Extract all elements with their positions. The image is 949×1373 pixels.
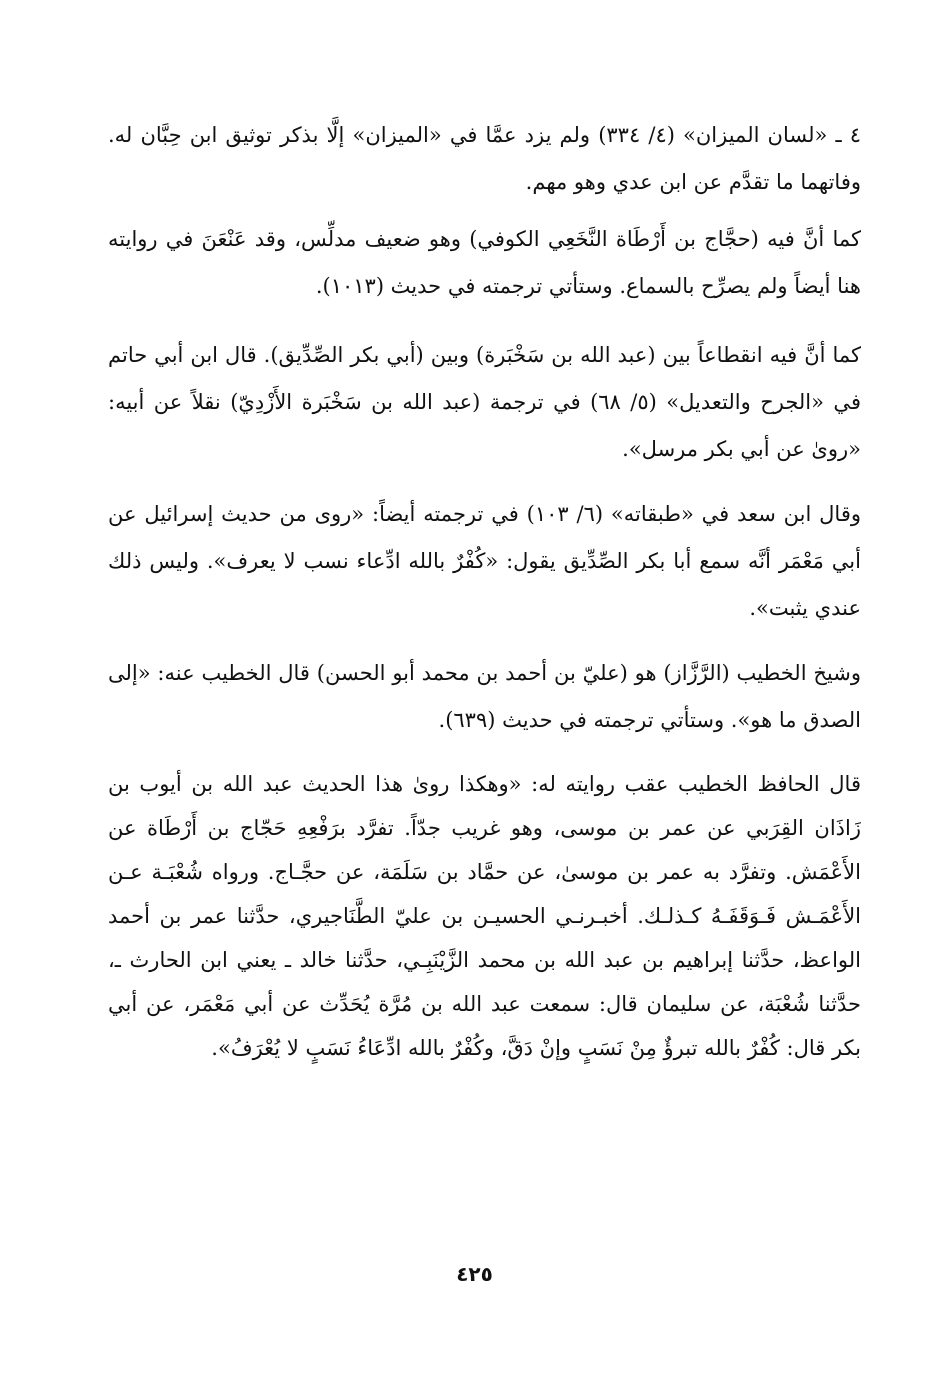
paragraph-hafiz-al-khatib: قال الحافظ الخطيب عقب روايته له: «وهكذا روىٰ هذا الحديث عبد الله بن أيوب بن زَاذَان القِرَبي عن عمر بن موسى، وهو غريب جدّاً. تفرَّد برَفْعِهِ حَجّاج بن أَرْطَاة عن الأَعْمَش. وتفرَّد به عمر بن موسىٰ، عن حمَّاد بن سَلَمَة، عن حجَّـاج. ورواه شُعْبَـة عـن الأَعْمَـش فَـوَقَفَـهُ كـذلـك. أخبـرنـي الحسيـن بن عليّ الطَّنَاجيري، حدَّثنا عمر بن أحمد الواعظ، حدَّثنا إبراهيم بن عبد الله بن محمد الزَّيْنَبِـي، حدَّثنا خالد ـ يعني ابن الحارث ـ، حدَّثنا شُعْبَة، عن سليمان قال: سمعت عبد الله بن مُرَّة يُحَدِّث عن أبي مَعْمَر، عن أبي بكر قال: كُفْرٌ بالله تبرؤٌ مِنْ نَسَبٍ وإنْ دَقَّ، وكُفْرٌ بالله ادِّعَاءُ نَسَبٍ لا يُعْرَفُ». [108,772,861,1060]
paragraph-inqita: كما أنَّ فيه انقطاعاً بين (عبد الله بن سَخْبَرة) وبين (أبي بكر الصِّدِّيق). قال ابن أبي حاتم في «الجرح والتعديل» (٥/ ٦٨) في ترجمة (عبد الله بن سَخْبَرة الأَزْدِيّ) نقلاً عن أبيه: «روىٰ عن أبي بكر مرسل». [108,343,861,461]
page-body [108,112,861,1070]
paragraph-shaykh-al-khatib: وشيخ الخطيب (الرَّزَّاز) هو (عليّ بن أحمد بن محمد أبو الحسن) قال الخطيب عنه: «إلى الصدق ما هو». وستأتي ترجمته في حديث (٦٣٩). [108,661,861,732]
paragraph-hajjaj-ibn-artah: كما أنَّ فيه (حجَّاج بن أَرْطَاة النَّخَعِي الكوفي) وهو ضعيف مدلِّس، وقد عَنْعَنَ في روايته هنا أيضاً ولم يصرِّح بالسماع. وستأتي ترجمته في حديث (١٠١٣). [108,227,861,298]
paragraph-ibn-saad: وقال ابن سعد في «طبقاته» (٦/ ١٠٣) في ترجمته أيضاً: «روى من حديث إسرائيل عن أبي مَعْمَر أنَّه سمع أبا بكر الصِّدِّيق يقول: «كُفْرٌ بالله ادِّعاء نسب لا يعرف». وليس ذلك عندي يثبت». [108,502,862,620]
page-number: ٤٢٥ [456,1262,493,1286]
paragraph-lisan-al-mizan: ٤ ـ «لسان الميزان» (٤/ ٣٣٤) ولم يزد عمَّا في «الميزان» إلَّا بذكر توثيق ابن حِبَّان له. وفاتهما ما تقدَّم عن ابن عدي وهو مهم. [108,123,861,194]
